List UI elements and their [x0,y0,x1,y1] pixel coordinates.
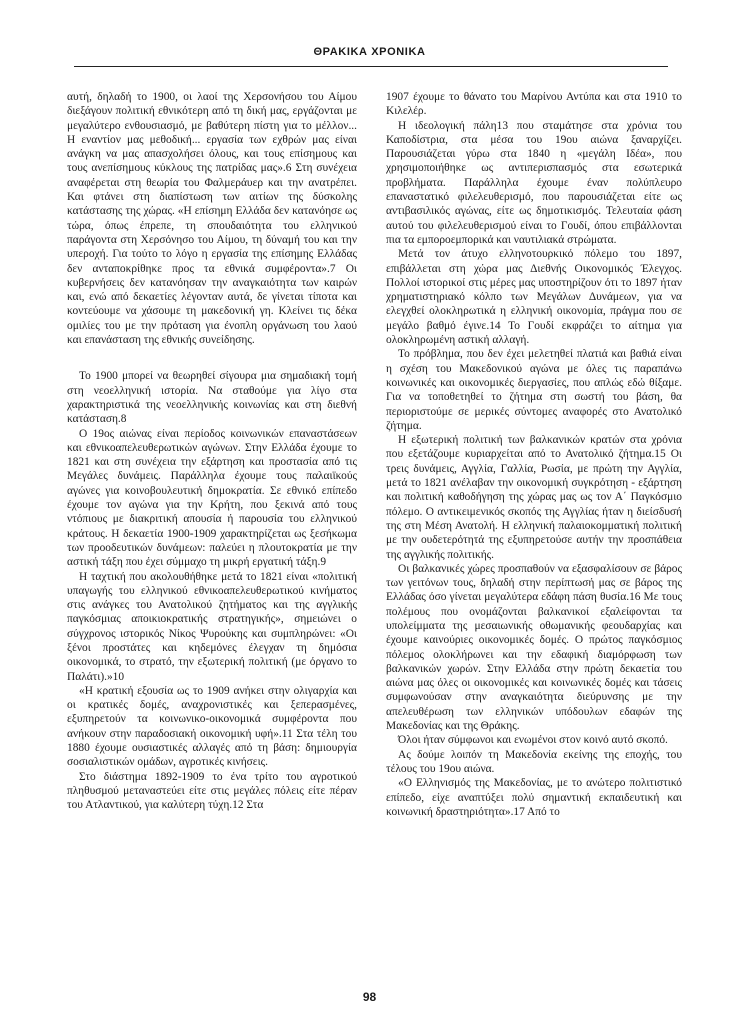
paragraph: «Ο Ελληνισμός της Μακεδονίας, με το ανώτερο πολιτιστικό επίπεδο, είχε αναπτύξει πολύ σημαντική εκπαιδευτική και κοινωνική δραστηριότητα».17 Από το [386,777,682,818]
paragraph: Οι βαλκανικές χώρες προσπαθούν να εξασφαλίσουν σε βάρος των γειτόνων τους, δηλαδή στην περίπτωσή μας σε βάρος της Ελλάδας όσο γίνεται μεγαλύτερα εδάφη πάση θυσία.16 Με τους πολέμους που ονομάζονται βαλκανικοί εξαλείφονται τα υπολείμματα της μεσαιωνικής οθωμανικής φεουδαρχίας και έχουμε καινούριες οικονομικές δομές. Ο πρώτος παγκόσμιος πόλεμος ολοκλήρωνει και την εδαφική διαμόρφωση των βαλκανικών χωρών. Στην Ελλάδα στην πρώτη δεκαετία του αιώνα μας όλες οι οικονομικές και κοινωνικές δομές και τάσεις συμφωνούσαν στην αναγκαιότητα διεύρυνσης με την απελευθέρωση των ελληνικών υπόδουλων εδαφών της Μακεδονίας και της Θράκης. [386,562,682,733]
right-column [386,90,682,819]
running-header: ΘΡΑΚΙΚΑ ΧΡΟΝΙΚΑ [313,46,426,58]
paragraph: Ας δούμε λοιπόν τη Μακεδονία εκείνης της εποχής, του τέλους του 19ου αιώνα. [386,748,682,775]
paragraph: Στο διάστημα 1892-1909 το ένα τρίτο του αγροτικού πληθυσμού μεταναστεύει είτε στις μεγάλες πόλεις είτε πέραν του Ατλαντικού, για καλύτερη τύχη.12 Στα [67,770,357,812]
paragraph: Μετά τον άτυχο ελληνοτουρκικό πόλεμο του 1897, επιβάλλεται στη χώρα μας Διεθνής Οικονομικός Έλεγχος. Πολλοί ιστορικοί στις μέρες μας υποστηρίζουν ότι το 1897 ήταν χρηματιστηριακό κόλπο των Μεγάλων Δυνάμεων, για να ελεγχθεί ολοκληρωτικά η ελληνική οικονομία, πράγμα που σε μεγάλο βαθμό έγινε.14 Το Γουδί εκφράζει το αίτημα για ολοκληρωμένη αστική αλλαγή. [386,248,682,347]
paragraph: Η ταχτική που ακολουθήθηκε μετά το 1821 είναι «πολιτική υπαγωγής του ελληνικού εθνικοαπελευθερωτικού κινήματος στις ανάγκες του Ανατολικού ζητήματος και της αγγλικής παγκόσμιας αποικιοκρατικής στρατηγικής», σημειώνει ο σύγχρονος ιστορικός Νίκος Ψυρούκης και συμπληρώνει: «Οι ξένοι προστάτες και κηδεμόνες έλεγχαν τη δημόσια οικονομικά, το στρατό, την εξωτερική πολιτική (με όργανο το Παλάτι).»10 [67,570,357,683]
paragraph: Το 1900 μπορεί να θεωρηθεί σίγουρα μια σημαδιακή τομή στη νεοελληνική ιστορία. Να σταθούμε για λίγο στα χαρακτηριστικά της νεοελληνικής κοινωνίας και στη διεθνή κατάσταση.8 [67,370,357,426]
paragraph: Η εξωτερική πολιτική των βαλκανικών κρατών στα χρόνια που εξετάζουμε κυριαρχείται από το Ανατολικό ζήτημα.15 Οι τρεις δυνάμεις, Αγγλία, Γαλλία, Ρωσία, με πρώτη την Αγγλία, μετά το 1821 ανέλαβαν την οικονομική συγκρότηση - εξάρτηση και πολιτική καθοδήγηση της χώρας μας ως τον Α΄ Παγκόσμιο πόλεμο. Ο αντικειμενικός σκοπός της Αγγλίας ήταν η διείσδυσή της στη Μέση Ανατολή. Η ελληνική παλαιοκομματική πολιτική με την ουδετερότητά της εξυπηρετούσε αυτήν την προσπάθεια της αγγλικής πολιτικής. [386,434,682,561]
page-number: 98 [362,990,377,1004]
paragraph: Το πρόβλημα, που δεν έχει μελετηθεί πλατιά και βαθιά είναι η σχέση του Μακεδονικού αγώνα με όλες τις παραπάνω κοινωνικές και οικονομικές διεργασίες, που απλώς εδώ θίξαμε. Για να τοποθετηθεί το ζήτημα στη σωστή του βάση, θα περιοριστούμε σε μερικές σύντομες αναφορές στο Ανατολικό ζήτημα. [386,348,682,432]
header-rule [74,66,668,67]
paragraph: Ο 19ος αιώνας είναι περίοδος κοινωνικών επαναστάσεων και εθνικοαπελευθερωτικών αγώνων. Στην Ελλάδα έχουμε το 1821 και στη συνέχεια την εξάρτηση και προστασία από τις Μεγάλες δυνάμεις. Παράλληλα έχουμε τους παλαιϊκούς αγώνες για κοινοβουλευτική δημοκρατία. Σε εθνικό επίπεδο έχουμε τον αγώνα για την Κρήτη, που ξεκινά από τους ντόπιους με διακριτική απουσία ή παρουσία του ελληνικού κράτους. Η δεκαετία 1900-1909 χαρακτηρίζεται ως ξεσήκωμα των προοδευτικών δυνάμεων: παλεύει η πλουτοκρατία με την αστική τάξη που έχει σύμμαχο τη μικρή εργατική τάξη.9 [67,427,357,569]
paragraph: «Η κρατική εξουσία ως το 1909 ανήκει στην ολιγαρχία και οι κρατικές δομές, αναχρονιστικές και ξεπερασμένες, εξυπηρετούν τα κοινωνικο-οικονομικά συμφέροντα που ανήκουν στην παραδοσιακή οικονομική υφή».11 Στα τέλη του 1880 έχουμε ουσιαστικές αλλαγές από τη βάση: δημιουργία σοσιαλιστικών ομάδων, αγροτικές κινήσεις. [67,684,357,769]
paragraph: Η ιδεολογική πάλη13 που σταμάτησε στα χρόνια του Καποδίστρια, στα μέσα του 19ου αιώνα ξαναρχίζει. Παρουσιάζεται γύρω στα 1840 η «μεγάλη Ιδέα», που χρησιμοποιήθηκε ως αντιπερισπασμός στα εσωτερικά προβλήματα. Παράλληλα έχουμε έναν πολύπλευρο επαναστατικό φιλελευθερισμό, που παρουσιάζεται είτε ως αντιβασιλικός αγώνας, είτε ως δημοτικισμός. Τελευταία φάση αυτού του φιλελευθερισμού είναι το Γουδί, όπου επιβάλλονται πια τα εμποροεμπορικά και ναυτιλιακά στρώματα. [386,119,682,246]
paragraph: 1907 έχουμε το θάνατο του Μαρίνου Αντύπα και στα 1910 το Κιλελέρ. [386,91,682,118]
paragraph: αυτή, δηλαδή το 1900, οι λαοί της Χερσονήσου του Αίμου διεξάγουν πολιτική εθνικότερη από τη δική μας, εργάζονται με μεγαλύτερο ενθουσιασμό, με βαθύτερη πίστη για το μέλλον... Η εναντίον μας μεθοδική... εργασία των εχθρών μας είναι ανάγκη να μας απασχολήσει όλους, και τους επίσημους και τους ανεπίσημους κύκλους της πατρίδας μας».6 Στη συνέχεια αναφέρεται στη θεωρία του Φαλμεράυερ και την ανατρέπει. Και φτάνει στη διαπίστωση των αιτίων της δύσκολης κατάστασης της χώρας. «Η επίσημη Ελλάδα δεν κατανόησε ως τώρα, όπως έπρεπε, τη σπουδαιότητα του ελληνικού παράγοντα στη Χερσόνησο του Αίμου, τη δύναμή του και την υπεροχή. Για τούτο το λόγο η εργασία της επίσημης Ελλάδας δεν ανταποκρίθηκε προς τα εθνικά συμφέροντα».7 Οι κυβερνήσεις δεν κατανόησαν την αναγκαιότητα των καιρών και, ενώ από δεκαετίες λέγονταν αυτά, δε γίνεται τίποτα και κοντεύουμε να χάσουμε τη μακεδονική γη. Κλείνει τις δέκα ομιλίες του με την πρόταση για ένοπλη οργάνωση του λαού και επανάσταση της εθνικής συνείδησης. [67,91,357,347]
paragraph: Όλοι ήταν σύμφωνοι και ενωμένοι στον κοινό αυτό σκοπό. [398,734,668,747]
left-column [67,90,357,813]
